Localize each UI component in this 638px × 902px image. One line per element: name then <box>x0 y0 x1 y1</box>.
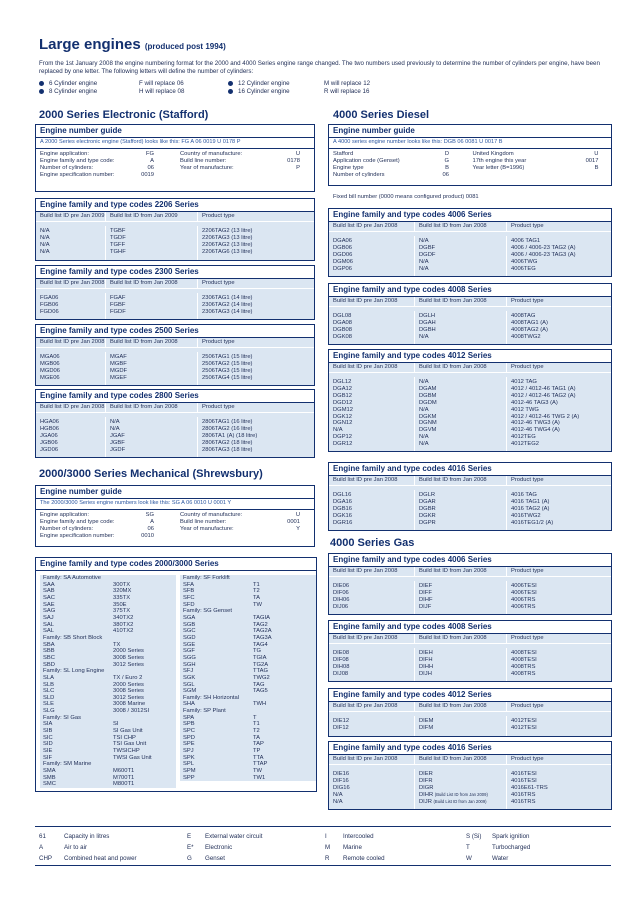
heading-2000-3000-mechanical: 2000/3000 Series Mechanical (Shrewsbury) <box>39 468 263 480</box>
code-row: SPJ TP <box>180 748 316 755</box>
bullet-icon <box>39 81 44 86</box>
table-2500: Engine family and type codes 2500 Series Build list ID pre Jan 2008 Build list ID from Jan 2008 Product type MGA06 MGB06 MGD06 MGE06 MGAF MGBF MGDF MGEF 2506TAG1 (15 litre) 2506TAG2 (15 litre) 2506TAG3 (15 litre) 2506TAG4 (15 litre) <box>35 324 315 386</box>
heading-2000-electronic: 2000 Series Electronic (Stafford) <box>39 109 209 121</box>
table-4016: Engine family and type codes 4016 Series Build list ID pre Jan 2008 Build list ID from Jan 2008 Product type DGL16 DGA16 DGB16 DGK16 DGR16 DGLR DGAR DGBR DGKR DGPR 4016 TAG 4016 TAG1 (A) 4016 TAG2 (A) 4016TWG2 4016TEG1/2 (A) <box>328 462 612 531</box>
code-row: SMC M800T1 <box>40 781 176 788</box>
code-row: SBD 3012 Series <box>40 662 176 669</box>
code-row: SLA TX / Euro 2 <box>40 675 176 682</box>
code-row: SMA M600T1 <box>40 768 176 775</box>
code-row: SAE 350E <box>40 602 176 609</box>
code-row: SID TSI Gas Unit <box>40 741 176 748</box>
intro-text: From the 1st January 2008 the engine numbering format for the 2000 and 4000 Series engine range changed. The two numbers used previously to determine the number of cylinders per engine, have been replaced by one letter. The following letters will define the number of cylinders: <box>39 60 600 76</box>
code-row: SHA TWH <box>180 701 316 708</box>
code-row: SPB T1 <box>180 721 316 728</box>
code-row: SFD TW <box>180 602 316 609</box>
code-row: SAL 410TX2 <box>40 628 176 635</box>
table-gas-4012: Engine family and type codes 4012 Series Build list ID pre Jan 2008 Build list ID from Jan 2008 Product type DIE12 DIF12 DIEM DIFM 4012TESI 4012TESI <box>328 688 612 737</box>
code-row: SBC 3008 Series <box>40 655 176 662</box>
code-row: SBA TX <box>40 642 176 649</box>
family-row: Family: SL Long Engine <box>40 668 176 675</box>
family-row: Family: SP Plant <box>180 708 316 715</box>
table-2300: Engine family and type codes 2300 Series Build list ID pre Jan 2008 Build list ID from Jan 2008 Product type FGA06 FGB06 FGD06 FGAF FGBF FGDF 2306TAG1 (14 litre) 2306TAG2 (14 litre) 2306TAG3 (14 litre) <box>35 265 315 320</box>
code-row: SFC TA <box>180 595 316 602</box>
engine-number-guide-2000e: Engine number guide A 2000 Series electronic engine (Stafford) looks like this: FG A 06 0019 U 0178 P Engine application: FG Engine family and type code: A Number of cylinders: 06 Engine specification number: 0019 Country of manufacture: U Build line number: 0178 Year of manufacture: P <box>35 124 315 192</box>
table-2206: Engine family and type codes 2206 Series Build list ID pre Jan 2009 Build list ID from Jan 2009 Product type N/A N/A N/A N/A TGBF TGDF TGFF TGHF 2206TAG2 (13 litre) 2206TAG3 (13 litre) 2206TAG2 (13 litre) 2206TAG6 (13 litre) <box>35 198 315 261</box>
code-row: SPP TW1 <box>180 775 316 782</box>
code-row: SPE TAP <box>180 741 316 748</box>
code-row: SIE TWSICHP <box>40 748 176 755</box>
code-row: SPA T <box>180 715 316 722</box>
code-row: SLE 3008 Marine <box>40 701 176 708</box>
legend-col-2: E External water circuit E* Electronic G Genset <box>187 833 263 862</box>
code-row: SAC 335TX <box>40 595 176 602</box>
code-row: SLD 3012 Series <box>40 695 176 702</box>
family-row: Family: SI Gas <box>40 715 176 722</box>
family-row: Family: SG Genset <box>180 608 316 615</box>
code-row: SGK TWG2 <box>180 675 316 682</box>
code-row: SIA SI <box>40 721 176 728</box>
code-row: SPC T2 <box>180 728 316 735</box>
code-row: SFB T2 <box>180 588 316 595</box>
code-row: SGA TAGIA <box>180 615 316 622</box>
engine-number-guide-2000m: Engine number guide The 2000/3000 Series engine numbers look like this: SG A 06 0010 U 0001 Y Engine application: SG Engine family and type code: A Number of cylinders: 06 Engine specification number: 0010 Country of manufacture: U Build line number: 0001 Year of manufacture: Y <box>35 485 315 547</box>
cyl-legend-right: 12 Cylinder engine M will replace 12 16 Cylinder engine R will replace 16 <box>228 80 370 97</box>
legend-col-3: I Intercooled M Marine R Remote cooled <box>325 833 385 862</box>
table-gas-4008: Engine family and type codes 4008 Series Build list ID pre Jan 2008 Build list ID from Jan 2008 Product type DIE08 DIF08 DIH08 DIJ08 DIEH DIFH DIHH DIJH 4008TESI 4008TESI 4008TRS 4008TRS <box>328 620 612 682</box>
family-row: Family: SH Horizontal <box>180 695 316 702</box>
code-row: SGM TAG5 <box>180 688 316 695</box>
abbreviation-legend <box>35 826 611 866</box>
table-2000-3000: Engine family and type codes 2000/3000 Series Family: SA Automotive SAA 300TX SAB 320MX SAC 335TX SAE 350E SAG 375TX SAJ 340TX2 SAL 380TX2 SAL 410TX2 Family: SB Short Block SBA TX SBB 2000 Series SBC 3008 Series SBD 3012 Series Family: SL Long Engine SLA TX / Euro 2 SLB 2000 Series SLC 3008 Series SLD 3012 Series SLE 3008 Marine SLG 3008 / 3012SI Family: SI Gas SIA SI SIB SI Gas Unit SIC TSI CHP SID TSI Gas Unit SIE TWSICHP SIF TWSI Gas Unit Family: SM Marine SMA M600T1 SMB M700T1 SMC M800T1 Family: SF Forklift SFA T1 SFB T2 SFC TA SFD TW Family: SG Genset SGA TAGIA SGB TAG2 SGC TAG2A SGD TAG3A SGE TAG4 SGF TG SGG TGIA SGH TG2A SFJ TTAG SGK TWG2 SGL TAG SGM TAG5 Family: SH Horizontal SHA TWH Family: SP Plant SPA T SPB T1 SPC T2 SPD TA SPE TAP SPJ TP SPK TTA SPL TTAP SPM TW SPP TW1 <box>35 557 317 792</box>
table-4006: Engine family and type codes 4006 Series Build list ID pre Jan 2008 Build list ID from Jan 2008 Product type DGA06 DGB06 DGD06 DGM06 DGP06 N/A DGBF DGDF N/A N/A 4006 TAG1 4006 / 4006-23 TAG2 (A) 4006 / 4006-23 TAG3 (A) 4006TWG 4006TEG <box>328 208 612 277</box>
table-gas-4006: Engine family and type codes 4006 Series Build list ID pre Jan 2008 Build list ID from Jan 2008 Product type DIE06 DIF06 DIH06 DIJ06 DIEF DIFF DIHF DIJF 4006TESI 4006TESI 4006TRS 4006TRS <box>328 553 612 615</box>
fixed-bill-note: Fixed bill number (0000 means configured product) 0081 <box>333 194 479 200</box>
bullet-icon <box>228 81 233 86</box>
table-4012: Engine family and type codes 4012 Series Build list ID pre Jan 2008 Build list ID from Jan 2008 Product type DGL12 DGA12 DGB12 DGD12 DGM12 DGK12 DGN12 N/A DGP12 DGR12 N/A DGAM DGBM DGDM N/A DGKM DGNM DGVM N/A N/A 4012 TAG 4012 / 4012-46 TAG1 (A) 4012 / 4012-46 TAG2 (A) 4012-46 TAG3 (A) 4012 TWG 4012 / 4012-46 TWG 2 (A) 4012-46 TWG3 (A) 4012-46 TWG4 (A) 4012TEG 4012TEG2 <box>328 349 612 452</box>
code-row: SAG 375TX <box>40 608 176 615</box>
bullet-icon <box>228 89 233 94</box>
code-row: SBB 2000 Series <box>40 648 176 655</box>
legend-col-1: 61 Capacity in litres A Air to air CHP Combined heat and power <box>39 833 137 862</box>
code-row: SGF TG <box>180 648 316 655</box>
code-row: SGB TAG2 <box>180 622 316 629</box>
code-row: SFA T1 <box>180 582 316 589</box>
code-row: SGL TAG <box>180 682 316 689</box>
family-row: Family: SM Marine <box>40 761 176 768</box>
table-gas-4016: Engine family and type codes 4016 Series Build list ID pre Jan 2008 Build list ID from Jan 2008 Product type DIE16 DIF16 DIG16 N/A N/A DIER DIFR DIGR DIHR (Build List ID from Jan 2009) DIJR (Build List ID from Jan 2009) 4016TESI 4016TESI 4016E61-TRS 4016TRS 4016TRS <box>328 741 612 810</box>
legend-col-4: S (Si) Spark ignition T Turbocharged W Water <box>466 833 531 862</box>
code-row: SMB M700T1 <box>40 775 176 782</box>
heading-4000-gas: 4000 Series Gas <box>330 537 415 549</box>
code-row: SAL 380TX2 <box>40 622 176 629</box>
family-row: Family: SA Automotive <box>40 575 176 582</box>
cyl-legend-left: 6 Cylinder engine F will replace 06 8 Cylinder engine H will replace 08 <box>39 80 184 97</box>
code-row: SGD TAG3A <box>180 635 316 642</box>
code-row: SGE TAG4 <box>180 642 316 649</box>
table-2800: Engine family and type codes 2800 Series Build list ID pre Jan 2008 Build list ID from Jan 2008 Product type HGA06 HGB06 JGA06 JGB06 JGD06 N/A N/A JGAF JGBF JGDF 2806TAG1 (16 litre) 2806TAG2 (16 litre) 2806TA1 (A) (18 litre) 2806TAG2 (18 litre) 2806TAG3 (18 litre) <box>35 389 315 458</box>
code-row: SPD TA <box>180 735 316 742</box>
code-row: SIC TSI CHP <box>40 735 176 742</box>
code-row: SPL TTAP <box>180 761 316 768</box>
code-row: SPK TTA <box>180 755 316 762</box>
code-row: SAA 300TX <box>40 582 176 589</box>
table-4008: Engine family and type codes 4008 Series Build list ID pre Jan 2008 Build list ID from Jan 2008 Product type DGL08 DGA08 DGB08 DGK08 DGLH DGAH DGBH N/A 4008TAG 4008TAG1 (A) 4008TAG2 (A) 4008TWG2 <box>328 283 612 345</box>
code-row: SLC 3008 Series <box>40 688 176 695</box>
bullet-icon <box>39 89 44 94</box>
code-row: SLB 2000 Series <box>40 682 176 689</box>
engine-number-guide-4000d: Engine number guide A 4000 series engine number looks like this: DGB 06 0081 U 0017 B Stafford D Application code (Genset) G Engine type B Number of cylinders 06 United Kingdom U 17th engine this year 0017 Year letter (B=1996) B <box>328 124 612 186</box>
code-row: SIF TWSI Gas Unit <box>40 755 176 762</box>
mech-left-column <box>40 575 176 788</box>
mech-right-column <box>180 575 316 788</box>
code-row: SLG 3008 / 3012SI <box>40 708 176 715</box>
code-row: SIB SI Gas Unit <box>40 728 176 735</box>
code-row: SAB 320MX <box>40 588 176 595</box>
code-row: SAJ 340TX2 <box>40 615 176 622</box>
page-title: Large engines (produced post 1994) <box>39 36 226 53</box>
family-row: Family: SB Short Block <box>40 635 176 642</box>
code-row: SGG TGIA <box>180 655 316 662</box>
family-row: Family: SF Forklift <box>180 575 316 582</box>
code-row: SGH TG2A <box>180 662 316 669</box>
code-row: SPM TW <box>180 768 316 775</box>
code-row: SGC TAG2A <box>180 628 316 635</box>
heading-4000-diesel: 4000 Series Diesel <box>333 109 430 121</box>
code-row: SFJ TTAG <box>180 668 316 675</box>
